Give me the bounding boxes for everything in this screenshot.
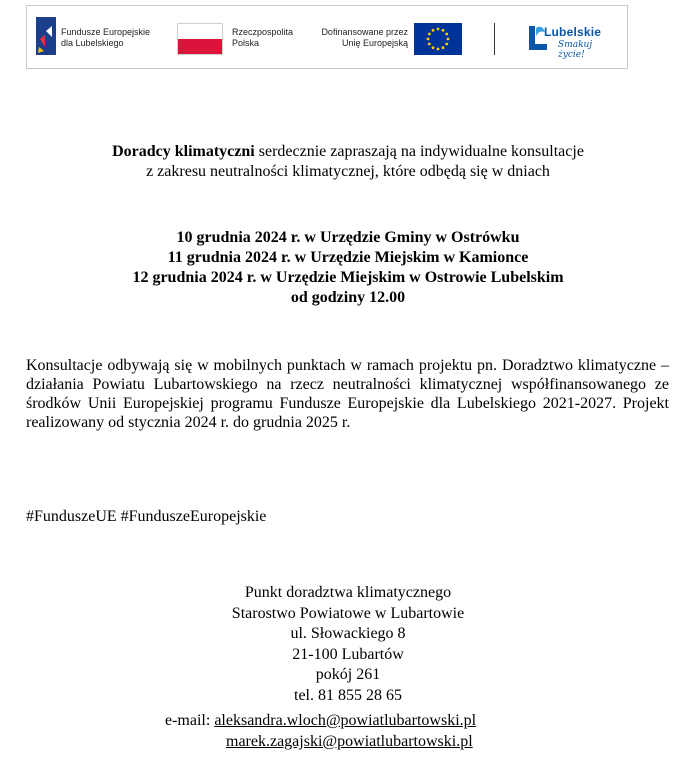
email-link-1[interactable]: aleksandra.wloch@powiatlubartowski.pl	[214, 712, 477, 729]
logo-text-line: Unię Europejską	[341, 38, 408, 48]
polish-flag-icon	[177, 23, 223, 55]
invitation-line1: serdecznie zapraszają na indywidualne konsultacje	[254, 143, 584, 160]
fundusze-europejskie-mark-icon	[36, 17, 56, 55]
email-row-2	[226, 732, 473, 753]
phone-line: tel. 81 855 28 65	[294, 686, 402, 704]
address-line: Starostwo Powiatowe w Lubartowie	[231, 604, 465, 622]
lubelskie-wordmark: Lubelskie	[544, 25, 602, 39]
logo-text-line: dla Lubelskiego	[61, 38, 124, 48]
email-label: e-mail:	[165, 712, 215, 729]
contact-address	[0, 583, 696, 706]
logo-text-line: Dofinansowane przez	[321, 27, 408, 37]
invitation-line2: z zakresu neutralności klimatycznej, które odbędą się w dniach	[146, 163, 550, 180]
logo-text-line: Polska	[232, 38, 260, 48]
logo-fundusze-europejskie	[27, 6, 167, 68]
address-line: ul. Słowackiego 8	[290, 625, 406, 642]
address-line: pokój 261	[315, 666, 381, 683]
invitation-text	[0, 142, 696, 182]
logo-text-line: Rzeczpospolita	[232, 27, 294, 37]
eu-flag-icon	[414, 23, 462, 55]
date-line: 12 grudnia 2024 r. w Urzędzie Miejskim w Ostrowie Lubelskim	[132, 269, 564, 286]
email-row	[165, 711, 476, 732]
invitation-bold-lead: Doradcy klimatyczni	[112, 143, 255, 160]
address-line: 21-100 Lubartów	[292, 645, 404, 663]
logo-text-line: Fundusze Europejskie	[61, 27, 151, 37]
time-line: od godziny 12.00	[290, 289, 406, 306]
logo-bar	[26, 5, 628, 69]
consultation-dates	[0, 228, 696, 308]
email-link-2[interactable]: marek.zagajski@powiatlubartowski.pl	[226, 733, 473, 750]
project-description: Konsultacje odbywają się w mobilnych punktach w ramach projektu pn. Doradztwo klimatyczne – działania Powiatu Lubartowskiego na rzecz neutralności klimatycznej współfinansowanego ze środków Unii Europejskiej programu Fundusze Europejskie dla Lubelskiego 2021-2027. Projekt realizowany od stycznia 2024 r. do grudnia 2025 r.	[26, 357, 669, 431]
date-line: 10 grudnia 2024 r. w Urzędzie Gminy w Ostrówku	[176, 229, 520, 246]
lubelskie-tagline: Smakuj życie!	[558, 40, 593, 60]
address-line: Punkt doradztwa klimatycznego	[244, 584, 452, 601]
hashtags: #FunduszeUE #FunduszeEuropejskie	[26, 508, 267, 525]
date-line: 11 grudnia 2024 r. w Urzędzie Miejskim w Kamionce	[167, 249, 529, 266]
logo-divider	[494, 23, 495, 55]
